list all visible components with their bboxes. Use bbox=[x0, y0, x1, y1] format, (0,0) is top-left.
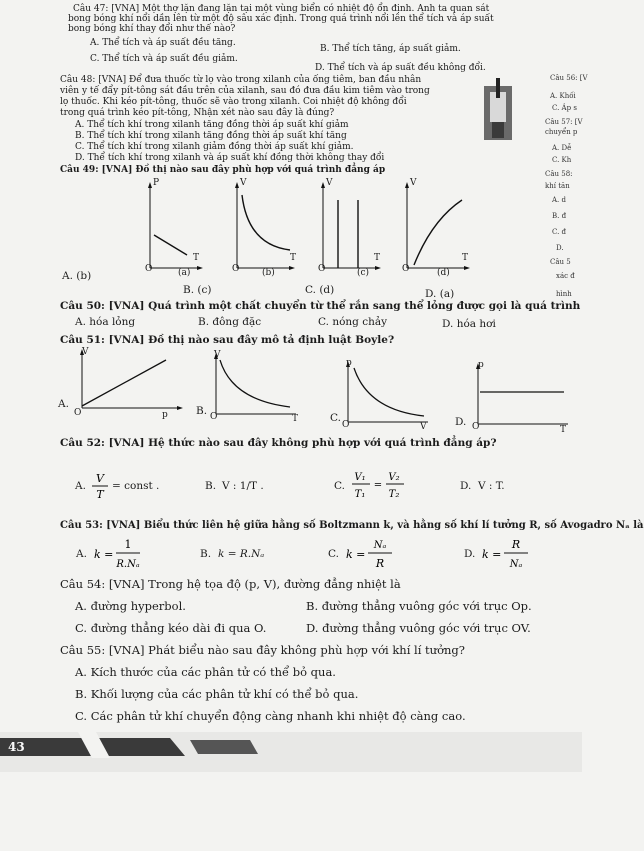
q51-stem: Câu 51: [VNA] Đồ thị nào sau đây mô tả định luật Boyle? bbox=[60, 334, 395, 346]
q49-graph-d-origin: O bbox=[402, 264, 410, 274]
q49-option-d[interactable]: D. (a) bbox=[425, 288, 455, 300]
q48-option-b[interactable]: B. Thể tích khí trong xilanh tăng đồng thời áp suất khí tăng bbox=[75, 131, 347, 141]
q49-graph-c-origin: O bbox=[318, 264, 326, 274]
q53-option-d-formula bbox=[480, 535, 530, 573]
svg-text:k =: k = bbox=[346, 548, 366, 561]
q49-graph-b-label: (b) bbox=[262, 268, 275, 278]
q49-graph-b-axis-t: T bbox=[290, 253, 297, 263]
edge-text-13: D. bbox=[556, 244, 564, 252]
svg-text:R.Nₐ: R.Nₐ bbox=[116, 559, 140, 570]
q49-graph-b[interactable] bbox=[232, 180, 297, 280]
q51-graph-c[interactable] bbox=[342, 360, 432, 432]
q48-stem-line1: Câu 48: [VNA] Để đưa thuốc từ lọ vào trong xilanh của ống tiêm, ban đầu nhân bbox=[60, 75, 422, 85]
q49-graph-a[interactable] bbox=[145, 180, 205, 280]
q53-option-a-label[interactable]: A. bbox=[76, 548, 87, 560]
q49-graph-b-axis-v: V bbox=[240, 178, 247, 188]
q50-stem: Câu 50: [VNA] Quá trình một chất chuyển từ thể rắn sang thể lỏng được gọi là quá trình bbox=[60, 300, 581, 312]
svg-text:T₂: T₂ bbox=[388, 489, 400, 500]
q49-graph-c-axis-t: T bbox=[374, 253, 381, 263]
q51-graph-b[interactable] bbox=[210, 352, 300, 424]
syringe-photo bbox=[478, 78, 518, 148]
q50-option-b[interactable]: B. đông đặc bbox=[198, 316, 262, 328]
svg-text:Nₐ: Nₐ bbox=[373, 540, 387, 551]
svg-text:T₁: T₁ bbox=[354, 489, 366, 500]
edge-text-16: hình bbox=[556, 290, 572, 298]
q53-stem: Câu 53: [VNA] Biểu thức liên hệ giữa hằng số Boltzmann k, và hằng số khí lí tưởng R, số Avogadro Nₐ là bbox=[60, 520, 644, 531]
q49-graph-b-origin: O bbox=[232, 264, 240, 274]
q52-option-b-expr: V : 1/T . bbox=[222, 480, 264, 492]
q49-graph-d-axis-v: V bbox=[410, 178, 417, 188]
q47-stem-line2: bong bóng khí nổi dần lên từ một độ sâu xác định. Trong quá trình nổi lên thể tích và áp suất bbox=[68, 14, 494, 24]
q53-option-c-label[interactable]: C. bbox=[328, 548, 339, 560]
q51-graph-c-axis-v: V bbox=[420, 422, 427, 432]
q52-option-c-label[interactable]: C. bbox=[334, 480, 345, 492]
edge-text-10: A. d bbox=[552, 196, 566, 204]
edge-text-12: C. đ bbox=[552, 228, 567, 236]
q51-graph-d[interactable] bbox=[472, 362, 572, 434]
q48-option-a[interactable]: A. Thể tích khí trong xilanh tăng đồng thời áp suất khí giảm bbox=[75, 120, 349, 130]
q47-option-c[interactable]: C. Thể tích và áp suất đều giảm. bbox=[90, 54, 238, 64]
q51-graph-c-origin: O bbox=[342, 420, 350, 430]
edge-text-11: B. đ bbox=[552, 212, 567, 220]
q50-option-a[interactable]: A. hóa lỏng bbox=[75, 316, 136, 328]
svg-text:T: T bbox=[96, 488, 104, 501]
q51-option-c[interactable]: C. bbox=[330, 412, 341, 424]
q51-graph-d-axis-t: T bbox=[560, 425, 567, 435]
svg-text:V₂: V₂ bbox=[388, 472, 400, 483]
edge-text-4: Câu 57: [V bbox=[545, 118, 583, 126]
q49-graph-d-axis-t: T bbox=[462, 253, 469, 263]
q53-option-c-formula bbox=[344, 535, 394, 573]
q54-option-d[interactable]: D. đường thẳng vuông góc với trục OV. bbox=[306, 621, 531, 635]
q48-stem-line3: lọ thuốc. Khi kéo pít-tông, thuốc sẽ vào trong xilanh. Coi nhiệt độ không đổi bbox=[60, 97, 407, 107]
q51-graph-a-origin: O bbox=[74, 408, 82, 418]
q52-option-a-formula bbox=[90, 470, 110, 502]
q48-option-c[interactable]: C. Thể tích khí trong xilanh giảm đồng thời áp suất khí giảm. bbox=[75, 142, 354, 152]
svg-text:V: V bbox=[96, 472, 104, 485]
footer-decorative-bar bbox=[0, 732, 582, 764]
svg-text:Nₐ: Nₐ bbox=[509, 559, 523, 570]
q47-stem-line3: bong bóng khí thay đổi như thế nào? bbox=[68, 24, 236, 34]
q53-option-b-expr: k = R.Nₐ bbox=[218, 548, 265, 560]
q49-graph-a-label: (a) bbox=[178, 268, 191, 278]
q49-graph-a-origin: O bbox=[145, 264, 153, 274]
q51-option-a[interactable]: A. bbox=[58, 398, 69, 410]
q54-option-c[interactable]: C. đường thẳng kéo dài đi qua O. bbox=[75, 621, 267, 635]
edge-text-7: C. Kh bbox=[552, 156, 572, 164]
q49-graph-c[interactable] bbox=[318, 180, 383, 280]
q53-option-b-label[interactable]: B. bbox=[200, 548, 212, 560]
page-number: 43 bbox=[8, 740, 25, 754]
q53-option-d-label[interactable]: D. bbox=[464, 548, 476, 560]
q49-graph-a-axis-p: P bbox=[153, 178, 160, 188]
svg-text:V₁: V₁ bbox=[354, 472, 366, 483]
q51-option-d[interactable]: D. bbox=[455, 416, 467, 428]
q52-option-a-label[interactable]: A. bbox=[75, 480, 86, 492]
q48-option-d[interactable]: D. Thể tích khí trong xilanh và áp suất khí đồng thời không thay đổi bbox=[75, 153, 385, 163]
q52-option-d-label[interactable]: D. bbox=[460, 480, 472, 492]
edge-text-15: xác đ bbox=[556, 272, 575, 280]
q55-option-b[interactable]: B. Khối lượng của các phân tử khí có thể bỏ qua. bbox=[75, 687, 359, 701]
q52-option-c-formula bbox=[350, 468, 410, 504]
q54-option-b[interactable]: B. đường thẳng vuông góc với trục Op. bbox=[306, 599, 532, 613]
q52-option-d-expr: V : T. bbox=[478, 480, 505, 492]
q47-option-a[interactable]: A. Thể tích và áp suất đều tăng. bbox=[90, 38, 236, 48]
q47-option-d[interactable]: D. Thể tích và áp suất đều không đổi. bbox=[315, 63, 486, 73]
q54-option-a[interactable]: A. đường hyperbol. bbox=[75, 599, 186, 613]
q49-graph-d-label: (d) bbox=[437, 268, 450, 278]
q51-graph-a-axis-v: V bbox=[82, 347, 89, 357]
q55-option-c[interactable]: C. Các phân tử khí chuyển động càng nhanh khi nhiệt độ càng cao. bbox=[75, 709, 466, 723]
q49-graph-c-label: (c) bbox=[357, 268, 370, 278]
q50-option-c[interactable]: C. nóng chảy bbox=[318, 316, 388, 328]
q51-graph-c-axis-p: p bbox=[346, 358, 352, 368]
q48-stem-line4: trong quá trình kéo pít-tông, Nhận xét nào sau đây là đúng? bbox=[60, 108, 335, 118]
q51-graph-a-axis-p: p bbox=[162, 410, 168, 420]
svg-text:R: R bbox=[511, 538, 521, 551]
edge-text-8: Câu 58: bbox=[545, 170, 573, 178]
q49-option-a[interactable]: A. (b) bbox=[62, 270, 92, 282]
q52-option-a-expr: = const . bbox=[112, 480, 160, 492]
q51-graph-b-origin: O bbox=[210, 412, 218, 422]
svg-text:=: = bbox=[373, 480, 383, 491]
q51-graph-d-origin: O bbox=[472, 422, 480, 432]
q49-stem: Câu 49: [VNA] Đồ thị nào sau đây phù hợp với quá trình đẳng áp bbox=[60, 165, 386, 175]
q49-graph-c-axis-v: V bbox=[326, 178, 333, 188]
q51-graph-b-axis-v: V bbox=[214, 350, 221, 360]
q51-graph-b-axis-t: T bbox=[292, 414, 299, 424]
q49-option-b[interactable]: B. (c) bbox=[183, 284, 212, 296]
q53-option-a-formula bbox=[92, 535, 142, 573]
q47-option-b[interactable]: B. Thể tích tăng, áp suất giảm. bbox=[320, 44, 461, 54]
q51-option-b[interactable]: B. bbox=[196, 405, 208, 417]
q54-stem: Câu 54: [VNA] Trong hệ tọa độ (p, V), đường đẳng nhiệt là bbox=[60, 577, 401, 591]
svg-text:1: 1 bbox=[124, 538, 132, 551]
q52-option-b-label[interactable]: B. bbox=[205, 480, 217, 492]
edge-text-5: chuyển p bbox=[545, 128, 578, 136]
q55-option-a[interactable]: A. Kích thước của các phân tử có thể bỏ qua. bbox=[75, 665, 336, 679]
edge-text-1: Câu 56: [V bbox=[550, 74, 588, 82]
q49-option-c[interactable]: C. (d) bbox=[305, 284, 335, 296]
q52-stem: Câu 52: [VNA] Hệ thức nào sau đây không phù hợp với quá trình đẳng áp? bbox=[60, 437, 497, 449]
edge-text-9: khí tăn bbox=[545, 182, 570, 190]
edge-text-2: A. Khối bbox=[550, 92, 576, 100]
q51-graph-d-axis-p: p bbox=[478, 360, 484, 370]
q55-stem: Câu 55: [VNA] Phát biểu nào sau đây không phù hợp với khí lí tưởng? bbox=[60, 643, 465, 657]
q49-graph-a-axis-t: T bbox=[193, 253, 200, 263]
edge-text-6: A. Dễ bbox=[552, 144, 572, 152]
edge-text-3: C. Áp s bbox=[552, 104, 577, 112]
svg-text:k =: k = bbox=[482, 548, 502, 561]
q48-stem-line2: viên y tế đẩy pít-tông sát đầu trên của xilanh, sau đó đưa đầu kim tiêm vào trong bbox=[60, 86, 430, 96]
svg-text:k =: k = bbox=[94, 548, 114, 561]
q47-stem-line1: Câu 47: [VNA] Một thợ lặn đang lặn tại một vùng biển có nhiệt độ ổn định. Anh ta quan sát bbox=[73, 4, 490, 14]
svg-text:R: R bbox=[375, 557, 385, 570]
q49-graph-d[interactable] bbox=[402, 180, 472, 280]
q50-option-d[interactable]: D. hóa hơi bbox=[442, 318, 496, 330]
edge-text-14: Câu 5 bbox=[550, 258, 571, 266]
q51-graph-a[interactable] bbox=[76, 348, 186, 418]
